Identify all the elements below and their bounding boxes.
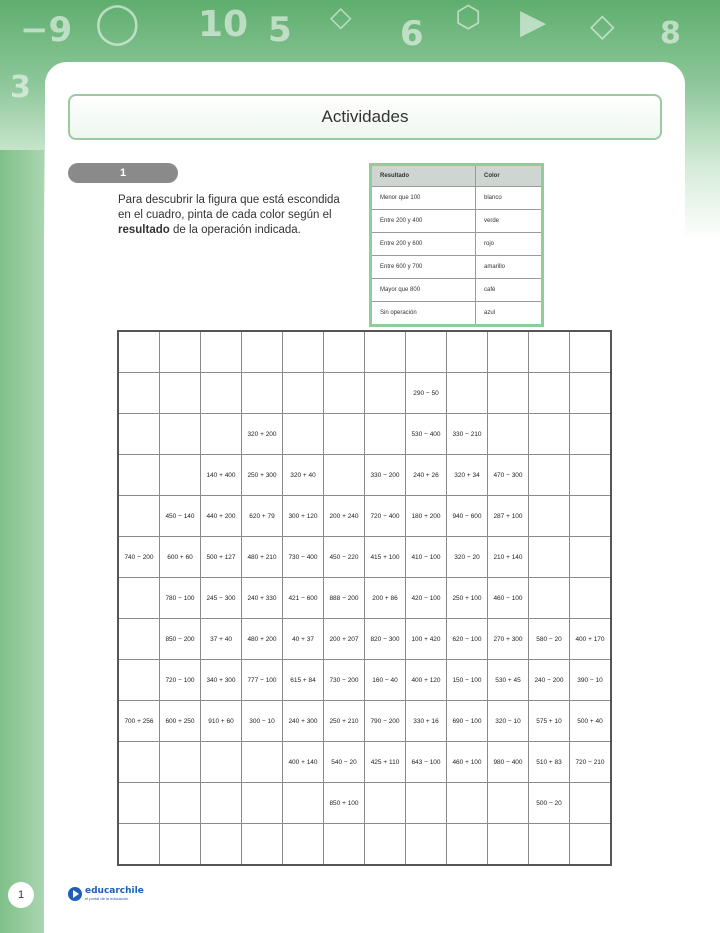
instructions-text: Para descubrir la figura que está escondida en el cuadro, pinta de cada color según el resultado de la operación indicada. [118,194,340,236]
legend-row [371,210,543,233]
legend-color-name: rojo [476,233,543,256]
grid-cell[interactable]: 940 − 600 [447,496,488,537]
legend-row [371,233,543,256]
grid-cell[interactable] [118,331,160,373]
operations-grid [117,330,612,866]
grid-cell[interactable]: 500 + 40 [570,701,612,742]
grid-cell[interactable]: 600 + 250 [160,701,201,742]
grid-cell[interactable]: 140 + 400 [201,455,242,496]
grid-cell[interactable] [118,824,160,866]
page-number: 1 [8,882,34,908]
grid-cell[interactable]: 100 + 420 [406,619,447,660]
grid-cell[interactable] [118,496,160,537]
decor-glyph: ◇ [330,0,352,33]
grid-cell[interactable]: 40 + 37 [283,619,324,660]
grid-cell[interactable] [160,742,201,783]
grid-row [118,660,611,701]
grid-cell[interactable] [118,414,160,455]
grid-cell[interactable]: 270 + 300 [488,619,529,660]
grid-cell[interactable] [570,414,612,455]
grid-cell[interactable] [201,414,242,455]
grid-row [118,496,611,537]
grid-cell[interactable] [570,578,612,619]
decor-glyph: −9 [20,10,73,50]
grid-cell[interactable] [324,824,365,866]
logo-tagline: el portal de la educación [85,896,129,901]
grid-cell[interactable]: 510 + 83 [529,742,570,783]
grid-cell[interactable] [529,414,570,455]
grid-cell[interactable] [529,496,570,537]
grid-cell[interactable]: 250 + 300 [242,455,283,496]
grid-cell[interactable] [242,783,283,824]
grid-cell[interactable] [406,783,447,824]
legend-table [369,163,544,327]
legend-header-result: Resultado [371,165,476,187]
grid-cell[interactable]: 420 − 100 [406,578,447,619]
grid-cell[interactable] [160,824,201,866]
grid-cell[interactable]: 425 + 110 [365,742,406,783]
grid-cell[interactable] [529,455,570,496]
legend-header-color: Color [476,165,543,187]
grid-cell[interactable] [160,331,201,373]
grid-cell[interactable]: 210 + 140 [488,537,529,578]
grid-cell[interactable] [242,373,283,414]
grid-cell[interactable] [324,373,365,414]
grid-cell[interactable] [529,824,570,866]
logo-text-block [85,887,144,901]
grid-cell[interactable]: 980 − 400 [488,742,529,783]
grid-row [118,537,611,578]
grid-cell[interactable] [160,783,201,824]
grid-row [118,578,611,619]
grid-cell[interactable]: 180 + 200 [406,496,447,537]
grid-cell[interactable]: 150 − 100 [447,660,488,701]
grid-cell[interactable]: 320 + 200 [242,414,283,455]
grid-cell[interactable]: 600 + 60 [160,537,201,578]
grid-row [118,455,611,496]
legend-range: Entre 200 y 400 [371,210,476,233]
grid-cell[interactable] [529,578,570,619]
grid-cell[interactable] [488,373,529,414]
grid-cell[interactable] [283,414,324,455]
grid-cell[interactable] [283,331,324,373]
grid-cell[interactable]: 790 − 200 [365,701,406,742]
grid-cell[interactable]: 330 − 200 [365,455,406,496]
grid-cell[interactable]: 720 − 100 [160,660,201,701]
grid-cell[interactable]: 320 + 40 [283,455,324,496]
grid-cell[interactable] [201,824,242,866]
grid-cell[interactable] [283,783,324,824]
grid-cell[interactable]: 730 − 200 [324,660,365,701]
grid-cell[interactable] [160,455,201,496]
grid-cell[interactable]: 480 + 210 [242,537,283,578]
logo-brand: educarchile [85,886,144,896]
grid-cell[interactable] [406,331,447,373]
grid-cell[interactable]: 777 − 100 [242,660,283,701]
grid-cell[interactable] [160,373,201,414]
grid-cell[interactable] [529,373,570,414]
grid-cell[interactable]: 240 + 330 [242,578,283,619]
decor-glyph: 6 [400,14,424,54]
grid-row [118,414,611,455]
grid-cell[interactable]: 240 + 26 [406,455,447,496]
grid-cell[interactable] [324,331,365,373]
legend-color-name: amarillo [476,256,543,279]
grid-cell[interactable] [324,414,365,455]
grid-cell[interactable] [570,824,612,866]
grid-cell[interactable] [201,331,242,373]
activity-number-badge: 1 [68,163,178,183]
legend-row [371,302,543,326]
grid-cell[interactable] [365,414,406,455]
grid-cell[interactable] [118,742,160,783]
grid-cell[interactable]: 850 + 100 [324,783,365,824]
grid-cell[interactable] [447,824,488,866]
decor-glyph: ⬡ [455,0,482,35]
decor-glyph: 10 [198,4,249,45]
grid-cell[interactable]: 330 − 210 [447,414,488,455]
grid-cell[interactable]: 530 − 400 [406,414,447,455]
grid-cell[interactable] [118,455,160,496]
grid-cell[interactable]: 575 + 10 [529,701,570,742]
grid-cell[interactable] [242,742,283,783]
legend-row [371,187,543,210]
grid-cell[interactable]: 780 − 100 [160,578,201,619]
grid-cell[interactable]: 400 + 140 [283,742,324,783]
grid-cell[interactable]: 340 + 300 [201,660,242,701]
grid-cell[interactable]: 450 − 140 [160,496,201,537]
decor-glyph: 8 [660,16,681,51]
play-logo-icon [68,887,82,901]
grid-cell[interactable] [570,537,612,578]
grid-cell[interactable] [488,414,529,455]
grid-cell[interactable] [365,783,406,824]
grid-cell[interactable]: 287 + 100 [488,496,529,537]
grid-cell[interactable] [160,414,201,455]
legend-color-name: blanco [476,187,543,210]
grid-cell[interactable]: 250 + 100 [447,578,488,619]
legend-range: Sin operación [371,302,476,326]
grid-cell[interactable] [365,331,406,373]
grid-cell[interactable]: 540 − 20 [324,742,365,783]
grid-cell[interactable] [570,783,612,824]
grid-row [118,701,611,742]
grid-cell[interactable]: 820 − 300 [365,619,406,660]
grid-cell[interactable] [324,455,365,496]
grid-cell[interactable]: 390 − 10 [570,660,612,701]
grid-cell[interactable]: 615 + 84 [283,660,324,701]
grid-cell[interactable]: 460 − 100 [488,578,529,619]
grid-row [118,742,611,783]
grid-cell[interactable]: 320 + 34 [447,455,488,496]
grid-row [118,783,611,824]
grid-cell[interactable] [118,783,160,824]
decor-glyph: 5 [268,10,292,50]
grid-cell[interactable]: 470 − 300 [488,455,529,496]
grid-cell[interactable] [447,331,488,373]
grid-cell[interactable] [283,373,324,414]
page-title: Actividades [68,94,662,140]
grid-cell[interactable]: 643 − 100 [406,742,447,783]
grid-cell[interactable] [118,373,160,414]
grid-row [118,619,611,660]
grid-cell[interactable] [570,496,612,537]
grid-cell[interactable] [570,455,612,496]
grid-cell[interactable] [365,373,406,414]
grid-cell[interactable]: 415 + 100 [365,537,406,578]
legend-range: Menor que 100 [371,187,476,210]
grid-cell[interactable] [242,331,283,373]
grid-cell[interactable]: 300 − 10 [242,701,283,742]
grid-cell[interactable] [365,824,406,866]
grid-cell[interactable]: 440 + 200 [201,496,242,537]
grid-cell[interactable] [283,824,324,866]
grid-cell[interactable]: 460 + 100 [447,742,488,783]
grid-cell[interactable]: 200 + 86 [365,578,406,619]
grid-cell[interactable]: 400 + 120 [406,660,447,701]
grid-cell[interactable]: 320 − 20 [447,537,488,578]
grid-cell[interactable]: 200 + 207 [324,619,365,660]
grid-cell[interactable]: 240 − 200 [529,660,570,701]
legend-color-name: verde [476,210,543,233]
grid-cell[interactable]: 620 + 79 [242,496,283,537]
grid-cell[interactable]: 580 − 20 [529,619,570,660]
grid-row [118,824,611,866]
grid-cell[interactable] [570,331,612,373]
legend-range: Entre 200 y 600 [371,233,476,256]
legend-range: Mayor que 800 [371,279,476,302]
grid-cell[interactable] [529,537,570,578]
grid-cell[interactable] [447,783,488,824]
grid-cell[interactable] [488,331,529,373]
grid-cell[interactable] [570,373,612,414]
decor-glyph: ▶ [520,2,547,42]
grid-cell[interactable]: 700 + 256 [118,701,160,742]
grid-cell[interactable]: 500 + 127 [201,537,242,578]
legend-color-name: café [476,279,543,302]
grid-cell[interactable] [118,578,160,619]
grid-cell[interactable]: 690 − 100 [447,701,488,742]
decor-glyph: ◇ [590,6,615,44]
grid-cell[interactable]: 740 − 200 [118,537,160,578]
grid-cell[interactable]: 300 + 120 [283,496,324,537]
grid-cell[interactable]: 290 − 50 [406,373,447,414]
educarchile-logo [68,887,144,901]
grid-cell[interactable] [447,373,488,414]
grid-cell[interactable]: 910 + 60 [201,701,242,742]
grid-cell[interactable]: 240 + 300 [283,701,324,742]
left-side-bar [0,150,44,933]
grid-row [118,331,611,373]
grid-cell[interactable]: 421 − 600 [283,578,324,619]
grid-cell[interactable]: 200 + 240 [324,496,365,537]
legend-color-name: azul [476,302,543,326]
grid-cell[interactable] [201,783,242,824]
decor-glyph: 3 [10,70,31,105]
grid-cell[interactable]: 888 − 200 [324,578,365,619]
grid-cell[interactable]: 400 + 170 [570,619,612,660]
legend-range: Entre 600 y 700 [371,256,476,279]
grid-cell[interactable]: 410 − 100 [406,537,447,578]
grid-cell[interactable]: 245 − 300 [201,578,242,619]
grid-cell[interactable] [242,824,283,866]
legend-header-row [371,165,543,187]
grid-cell[interactable]: 330 + 16 [406,701,447,742]
grid-row [118,373,611,414]
grid-cell[interactable] [406,824,447,866]
grid-cell[interactable] [488,824,529,866]
legend-row [371,256,543,279]
grid-cell[interactable]: 480 + 200 [242,619,283,660]
grid-cell[interactable]: 37 + 40 [201,619,242,660]
grid-cell[interactable]: 320 − 10 [488,701,529,742]
grid-cell[interactable]: 720 − 400 [365,496,406,537]
grid-cell[interactable]: 250 + 210 [324,701,365,742]
grid-cell[interactable] [488,783,529,824]
grid-cell[interactable]: 620 − 100 [447,619,488,660]
grid-cell[interactable] [118,619,160,660]
decor-glyph: ◯ [95,0,140,46]
grid-cell[interactable]: 730 − 400 [283,537,324,578]
grid-cell[interactable]: 450 − 220 [324,537,365,578]
grid-cell[interactable]: 850 − 200 [160,619,201,660]
grid-cell[interactable] [118,660,160,701]
grid-cell[interactable] [201,742,242,783]
grid-cell[interactable]: 160 − 40 [365,660,406,701]
legend-row [371,279,543,302]
grid-cell[interactable]: 500 − 20 [529,783,570,824]
grid-cell[interactable] [201,373,242,414]
grid-cell[interactable]: 530 + 45 [488,660,529,701]
grid-cell[interactable]: 720 − 210 [570,742,612,783]
grid-cell[interactable] [529,331,570,373]
